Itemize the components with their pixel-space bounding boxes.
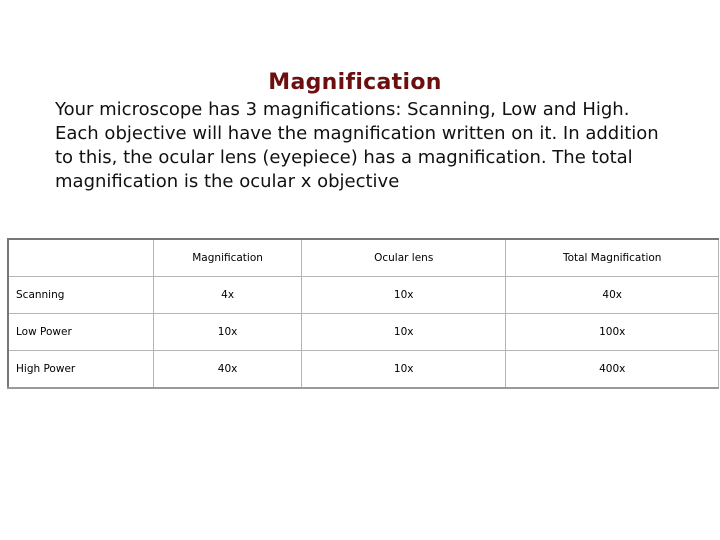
table-cell: 40x (154, 351, 302, 389)
table-cell: 10x (301, 351, 505, 389)
header-cell-total-magnification: Total Magnification (506, 239, 719, 277)
magnification-table (7, 238, 719, 389)
header-cell-ocular-lens: Ocular lens (301, 239, 505, 277)
header-cell-magnification: Magnification (154, 239, 302, 277)
table-cell: 10x (301, 314, 505, 351)
table-cell: 400x (506, 351, 719, 389)
row-label: Scanning (8, 277, 154, 314)
table-row (8, 277, 719, 314)
table-row (8, 314, 719, 351)
table-cell: 100x (506, 314, 719, 351)
slide-body-text: Your microscope has 3 magnifications: Scanning, Low and High. Each objective will have the magnification written on it. In addition to this, the ocular lens (eyepiece) has a magnification. The total magnification is the ocular x objective (55, 99, 659, 192)
table-cell: 10x (154, 314, 302, 351)
slide-title: Magnification (268, 70, 442, 95)
table-cell: 10x (301, 277, 505, 314)
table-header-row (8, 239, 719, 277)
header-cell-empty (8, 239, 154, 277)
table-cell: 40x (506, 277, 719, 314)
table-row (8, 351, 719, 389)
row-label: Low Power (8, 314, 154, 351)
row-label: High Power (8, 351, 154, 389)
table-cell: 4x (154, 277, 302, 314)
